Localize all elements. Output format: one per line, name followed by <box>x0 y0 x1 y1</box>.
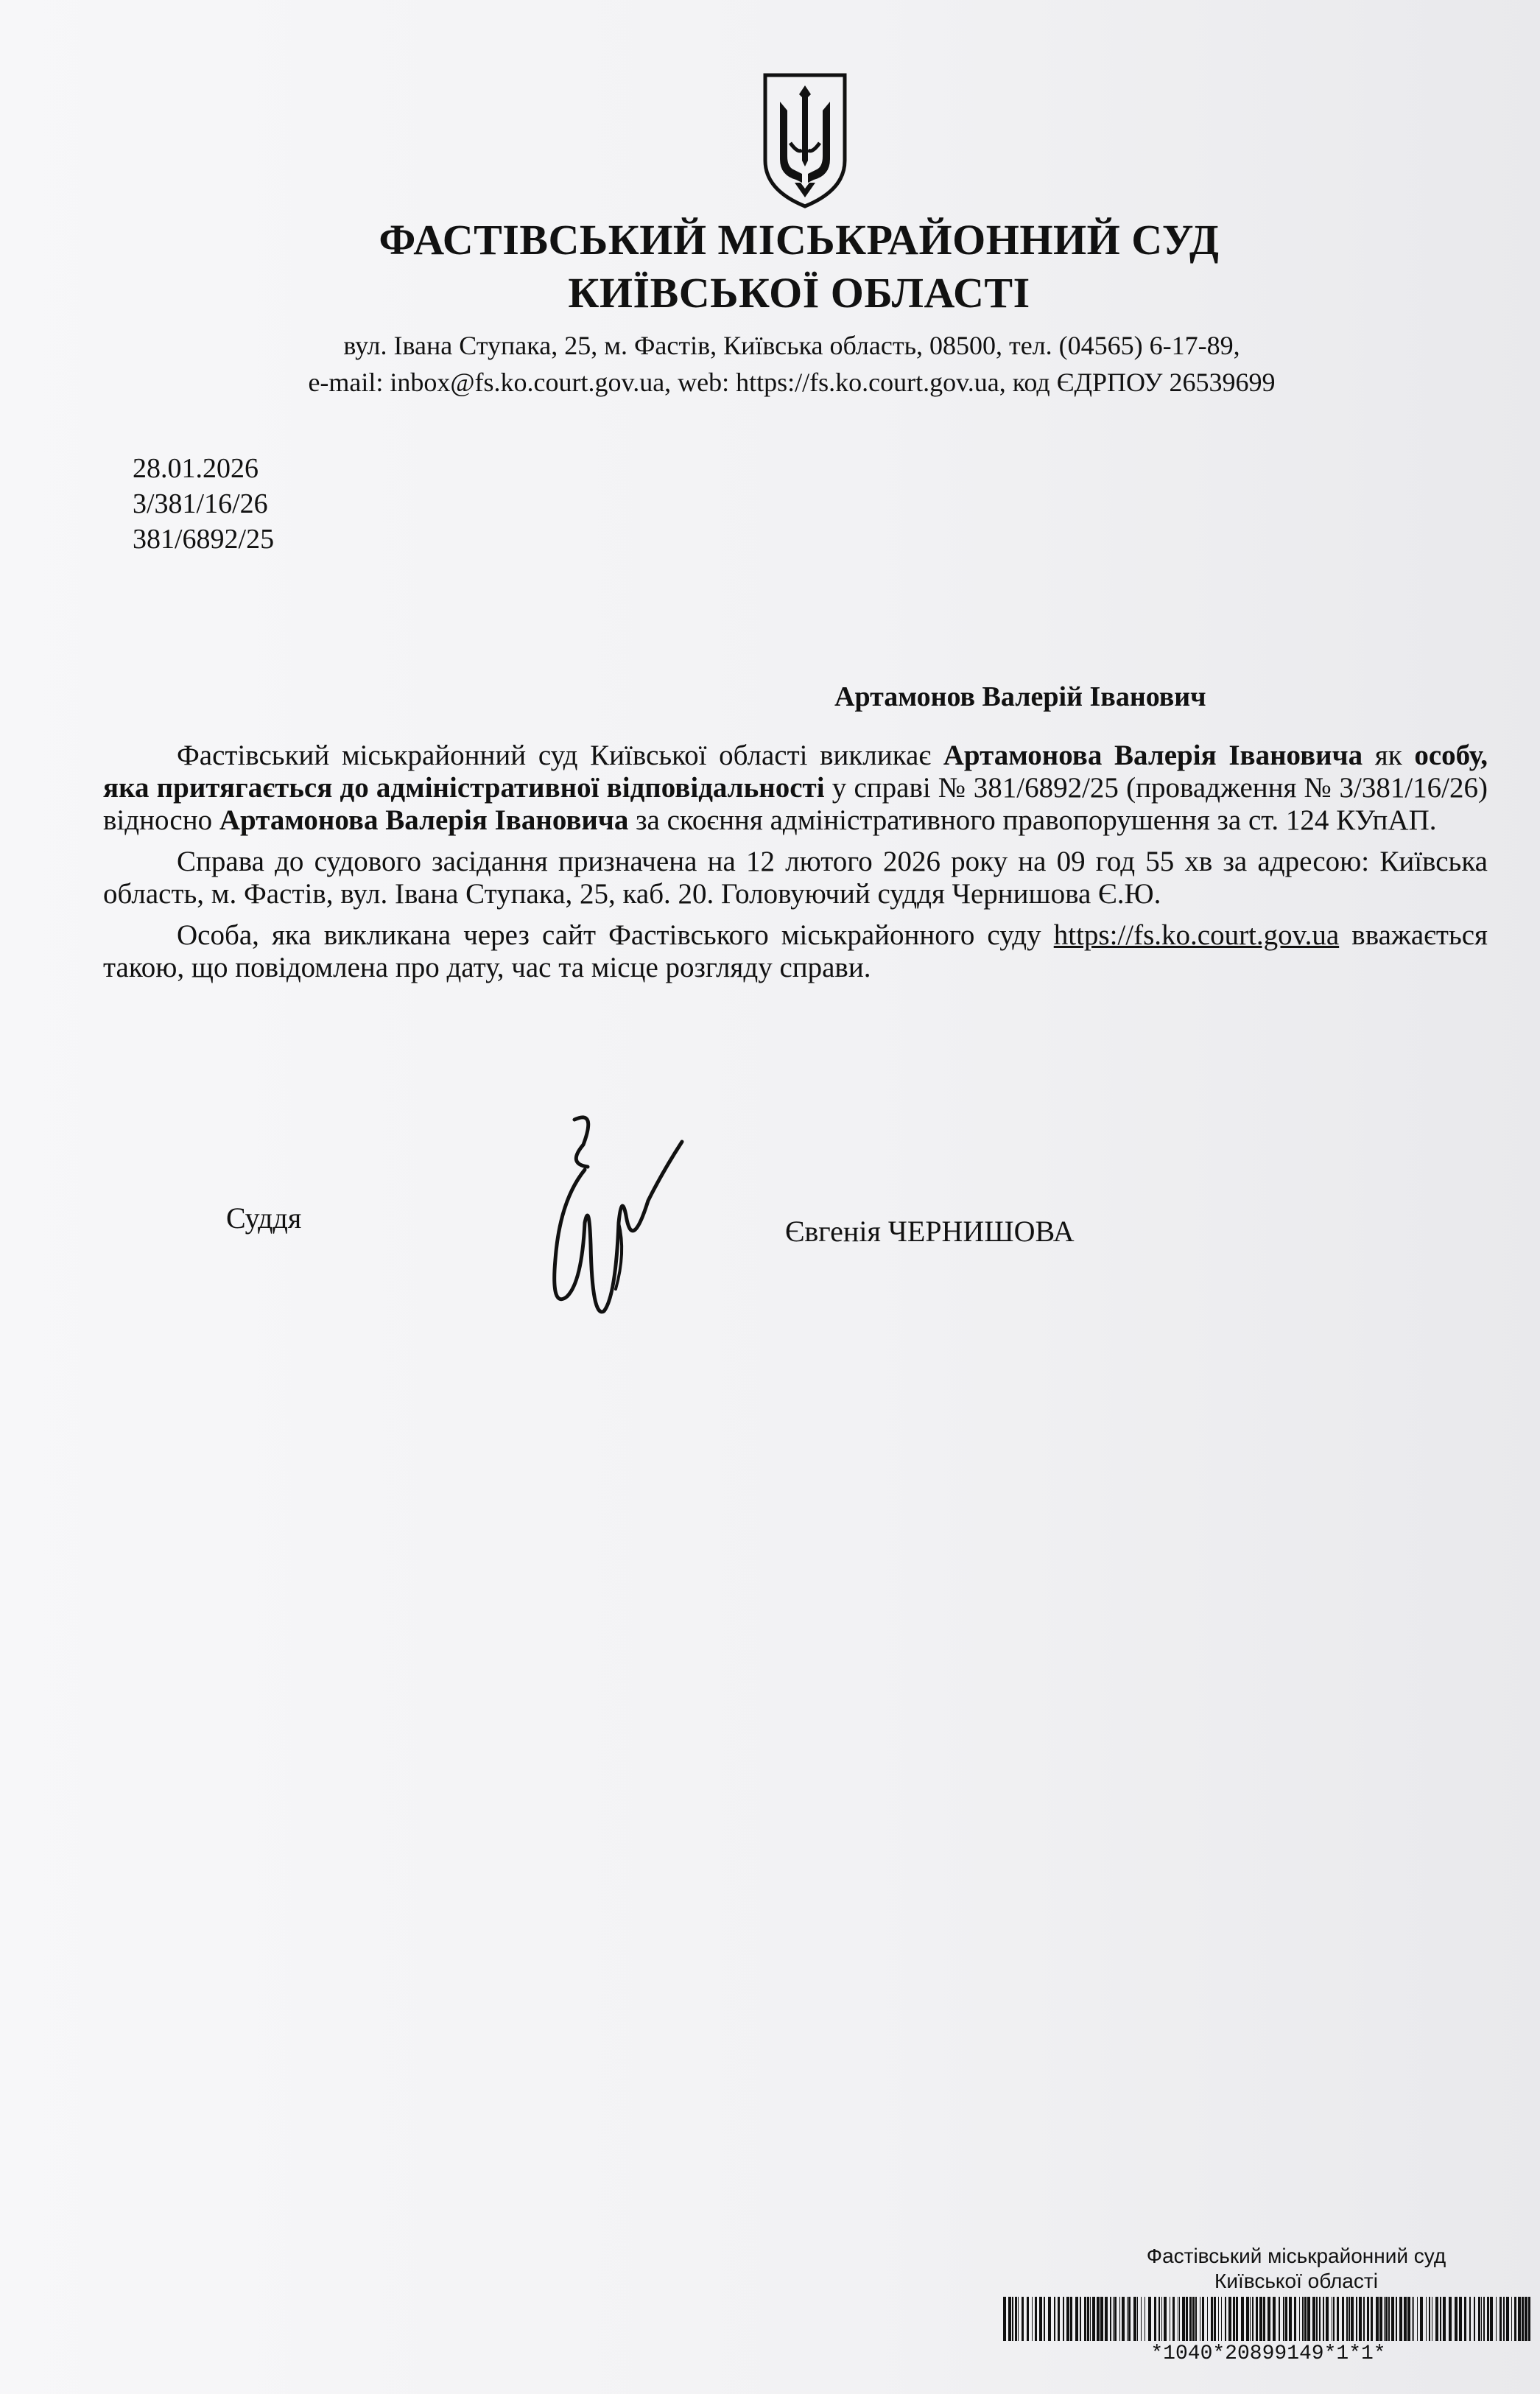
text-run: вважається такою, що повідомлена про дату, час та місце розгляду справи. <box>103 919 1488 983</box>
barcode-bar <box>1228 2297 1231 2341</box>
barcode-bar <box>1514 2297 1516 2341</box>
barcode-bar <box>1092 2297 1095 2341</box>
barcode-bar <box>1087 2297 1089 2341</box>
barcode-bar <box>1127 2297 1128 2341</box>
barcode-bar <box>1455 2297 1458 2341</box>
barcode-bar <box>1483 2297 1485 2341</box>
barcode-bar <box>1307 2297 1310 2341</box>
barcode-bar <box>1063 2297 1064 2341</box>
barcode-bar <box>1202 2297 1204 2341</box>
barcode-bar <box>1075 2297 1078 2341</box>
barcode-bar <box>1263 2297 1265 2341</box>
barcode-bar <box>1015 2297 1017 2341</box>
barcode-bar <box>1499 2297 1502 2341</box>
text-run: як <box>1363 740 1415 771</box>
barcode-bar <box>1279 2297 1280 2341</box>
signature-role: Суддя <box>226 1201 302 1235</box>
barcode-bar <box>1250 2297 1251 2341</box>
barcode-bar <box>1221 2297 1222 2341</box>
judge-name: Євгенія ЧЕРНИШОВА <box>785 1215 1075 1248</box>
barcode-bar <box>1164 2297 1167 2341</box>
barcode-bar <box>1443 2297 1446 2341</box>
reference-block <box>133 451 274 557</box>
barcode-bar <box>1233 2297 1235 2341</box>
person-name: Артамонова Валерія Івановича <box>943 740 1363 771</box>
barcode-bar <box>1323 2297 1324 2341</box>
barcode-bar <box>1207 2297 1208 2341</box>
barcode-bar <box>1528 2297 1530 2341</box>
barcode-bar <box>1435 2297 1438 2341</box>
barcode-bar <box>1511 2297 1512 2341</box>
barcode-bar <box>1459 2297 1462 2341</box>
barcode-bar <box>1481 2297 1482 2341</box>
court-address <box>0 327 1540 401</box>
barcode-bar <box>1356 2297 1357 2341</box>
barcode-bar <box>1333 2297 1335 2341</box>
barcode-bar <box>1407 2297 1410 2341</box>
barcode-bar <box>1487 2297 1489 2341</box>
text-run: Фастівський міськрайонний суд Київської області викликає <box>177 740 943 771</box>
barcode-bar <box>1294 2297 1296 2341</box>
stamp-line-1: Фастівський міськрайонний суд <box>1146 2244 1446 2267</box>
barcode-bar <box>1359 2297 1362 2341</box>
barcode-bar <box>1518 2297 1521 2341</box>
letter-date: 28.01.2026 <box>133 453 259 484</box>
barcode-bar <box>1371 2297 1373 2341</box>
barcode-bar <box>1316 2297 1318 2341</box>
barcode-bar <box>1018 2297 1019 2341</box>
barcode-bar <box>1449 2297 1452 2341</box>
barcode-bar <box>1003 2297 1006 2341</box>
barcode-bar <box>1105 2297 1108 2341</box>
paragraph-notice <box>103 919 1488 984</box>
barcode-bar <box>1039 2297 1042 2341</box>
barcode-bar <box>1289 2297 1292 2341</box>
barcode-bar <box>1319 2297 1321 2341</box>
barcode-bar <box>1506 2297 1509 2341</box>
barcode-bar <box>1464 2297 1466 2341</box>
barcode-bar <box>1022 2297 1024 2341</box>
barcode-bar <box>1285 2297 1287 2341</box>
case-number: 381/6892/25 <box>133 524 275 555</box>
text-run: Особа, яка викликана через сайт Фастівського міськрайонного суду <box>177 919 1054 951</box>
barcode-bar <box>1346 2297 1348 2341</box>
barcode-bar <box>1385 2297 1388 2341</box>
barcode-bar <box>1044 2297 1045 2341</box>
letter-body <box>103 740 1488 993</box>
barcode-bar <box>1388 2297 1390 2341</box>
barcode-bar <box>1351 2297 1354 2341</box>
barcode-bar <box>1128 2297 1131 2341</box>
barcode-bar <box>1100 2297 1103 2341</box>
barcode-bar <box>1478 2297 1480 2341</box>
barcode-bar <box>1367 2297 1369 2341</box>
barcode-bar <box>1172 2297 1175 2341</box>
barcode-bar <box>1214 2297 1216 2341</box>
barcode-bar <box>1218 2297 1219 2341</box>
barcode-bar <box>1090 2297 1091 2341</box>
barcode-bar <box>1211 2297 1213 2341</box>
barcode-bar <box>1496 2297 1497 2341</box>
barcode-bar <box>1236 2297 1238 2341</box>
barcode-bar <box>1256 2297 1258 2341</box>
barcode-bar <box>1032 2297 1033 2341</box>
barcode-bar <box>1379 2297 1382 2341</box>
barcode-bar <box>1490 2297 1493 2341</box>
barcode-bar <box>1469 2297 1471 2341</box>
barcode-bar <box>1179 2297 1180 2341</box>
barcode-bar <box>1304 2297 1307 2341</box>
text-run: за скоєння адміністративного правопорушення за ст. 124 КУпАП. <box>628 804 1437 836</box>
barcode-bar <box>1225 2297 1226 2341</box>
barcode-bar <box>1114 2297 1117 2341</box>
text-run: у справі № 381/6892/25 (провадження № 3/381/16/26) відносно <box>103 772 1488 836</box>
barcode-bar <box>1384 2297 1385 2341</box>
barcode-bar <box>1158 2297 1160 2341</box>
barcode-bar <box>1252 2297 1254 2341</box>
barcode-bar <box>1525 2297 1527 2341</box>
barcode-bar <box>1054 2297 1055 2341</box>
barcode-bar <box>1122 2297 1125 2341</box>
barcode-bar <box>1070 2297 1072 2341</box>
stamp-line-2: Київської області <box>1214 2270 1378 2292</box>
barcode-bar <box>1363 2297 1365 2341</box>
barcode-bar <box>1008 2297 1011 2341</box>
trident-emblem-icon <box>761 72 849 209</box>
barcode-bar <box>1440 2297 1441 2341</box>
barcode-bar <box>1396 2297 1397 2341</box>
barcode-bar <box>1141 2297 1142 2341</box>
barcode-bar <box>1154 2297 1156 2341</box>
person-name: Артамонова Валерія Івановича <box>219 804 629 836</box>
barcode-bar <box>1097 2297 1100 2341</box>
barcode-bar <box>1522 2297 1524 2341</box>
court-title-line-1: ФАСТІВСЬКИЙ МІСЬКРАЙОННИЙ СУД <box>379 216 1220 264</box>
barcode-bar <box>1413 2297 1414 2341</box>
barcode-bar <box>1066 2297 1069 2341</box>
barcode-bar <box>1035 2297 1037 2341</box>
court-title-line-2: КИЇВСЬКОЇ ОБЛАСТІ <box>568 269 1030 317</box>
barcode-bar <box>1404 2297 1407 2341</box>
address-line-2: e-mail: inbox@fs.ko.court.gov.ua, web: https://fs.ko.court.gov.ua, код ЄДРПОУ 26539699 <box>308 368 1276 397</box>
barcode-bar <box>1119 2297 1120 2341</box>
barcode-bar <box>1110 2297 1111 2341</box>
addressee-name: Артамонов Валерій Іванович <box>834 681 1206 712</box>
barcode-bar <box>1192 2297 1195 2341</box>
barcode-bar <box>1342 2297 1344 2341</box>
barcode-bar <box>1391 2297 1394 2341</box>
court-website-link[interactable]: https://fs.ko.court.gov.ua <box>1053 919 1340 951</box>
barcode-text: *1040*20899149*1*1* <box>1150 2342 1386 2365</box>
paragraph-hearing: Справа до судового засідання призначена на 12 лютого 2026 року на 09 год 55 хв за адресою: Київська область, м. Фастів, вул. Івана Ступака, 25, каб. 20. Головуючий суддя Чернишова Є.Ю. <box>103 846 1488 910</box>
barcode-bar <box>1376 2297 1379 2341</box>
barcode-bar <box>1312 2297 1315 2341</box>
barcode-bar <box>1417 2297 1418 2341</box>
barcode-bar <box>1302 2297 1304 2341</box>
barcode-bar <box>1399 2297 1402 2341</box>
barcode-bar <box>1503 2297 1505 2341</box>
barcode-bar <box>1326 2297 1329 2341</box>
barcode-bar <box>1195 2297 1197 2341</box>
barcode-bar <box>1182 2297 1185 2341</box>
barcode-bar <box>1084 2297 1086 2341</box>
paragraph-summons <box>103 740 1488 837</box>
barcode-bar <box>1189 2297 1192 2341</box>
barcode-bar <box>1058 2297 1060 2341</box>
barcode-bar <box>1137 2297 1138 2341</box>
barcode-bar <box>1133 2297 1136 2341</box>
barcode-bar <box>1273 2297 1276 2341</box>
barcode-bar <box>1259 2297 1262 2341</box>
barcode-bar <box>1420 2297 1423 2341</box>
registry-stamp <box>1090 2244 1502 2294</box>
barcode-bar <box>1429 2297 1430 2341</box>
barcode-bar <box>1048 2297 1051 2341</box>
barcode-bar <box>1080 2297 1081 2341</box>
court-title <box>0 214 1540 320</box>
barcode-bar <box>1426 2297 1427 2341</box>
barcode-bar <box>1337 2297 1339 2341</box>
barcode <box>1003 2297 1533 2341</box>
barcode-bar <box>1012 2297 1013 2341</box>
barcode-bar <box>1246 2297 1249 2341</box>
barcode-bar <box>1299 2297 1300 2341</box>
barcode-bar <box>1148 2297 1151 2341</box>
barcode-bar <box>1474 2297 1475 2341</box>
barcode-bar <box>1241 2297 1244 2341</box>
barcode-bar <box>1161 2297 1162 2341</box>
barcode-bar <box>1283 2297 1284 2341</box>
address-line-1: вул. Івана Ступака, 25, м. Фастів, Київська область, 08500, тел. (04565) 6-17-89, <box>343 331 1240 360</box>
barcode-bar <box>1412 2297 1413 2341</box>
barcode-bar <box>1113 2297 1114 2341</box>
person-status: особу, яка притягається до адміністративної відповідальності <box>103 740 1488 804</box>
barcode-bar <box>1267 2297 1270 2341</box>
barcode-bar <box>1349 2297 1350 2341</box>
proceeding-number: 3/381/16/26 <box>133 488 268 519</box>
barcode-bar <box>1027 2297 1029 2341</box>
handwritten-signature <box>545 1112 692 1326</box>
barcode-bar <box>1186 2297 1188 2341</box>
